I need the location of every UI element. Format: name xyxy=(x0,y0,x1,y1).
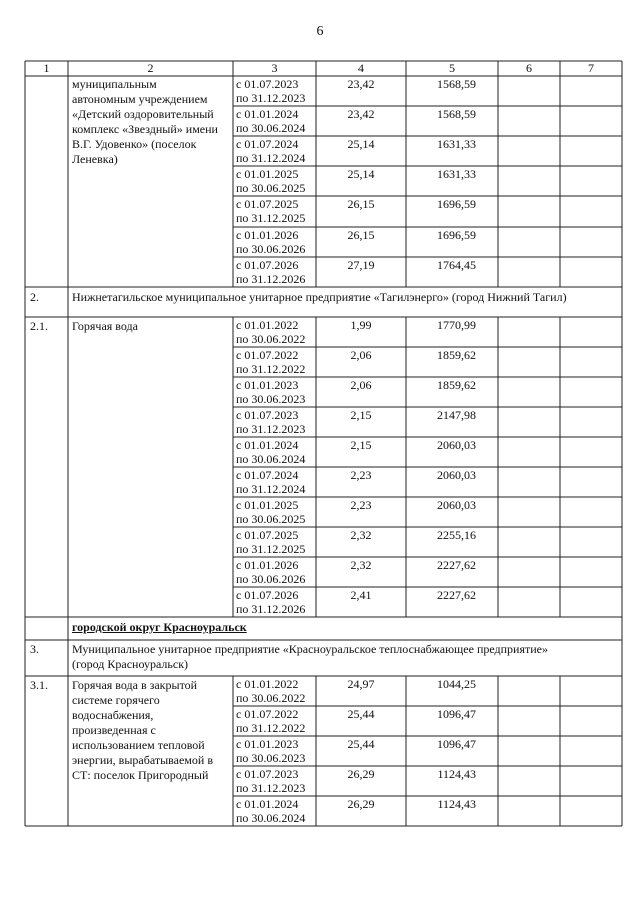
district-heading: городской округ Красноуральск xyxy=(72,620,247,634)
block1-name-line: комплекс «Звездный» имени xyxy=(72,122,218,136)
period-to: по 31.12.2024 xyxy=(236,482,306,496)
period-to: по 30.06.2026 xyxy=(236,572,306,586)
period-from: с 01.07.2023 xyxy=(236,767,299,781)
value-col5: 1696,59 xyxy=(437,197,476,211)
period-to: по 30.06.2023 xyxy=(236,751,306,765)
value-col5: 1568,59 xyxy=(437,107,476,121)
block2-number: 2.1. xyxy=(30,319,48,333)
period-from: с 01.01.2024 xyxy=(236,438,299,452)
period-to: по 31.12.2023 xyxy=(236,781,306,795)
value-col4: 2,23 xyxy=(350,498,372,512)
value-col4: 25,14 xyxy=(347,137,375,151)
period-to: по 30.06.2024 xyxy=(236,121,306,135)
value-col5: 2227,62 xyxy=(437,558,476,572)
period-from: с 01.07.2022 xyxy=(236,348,299,362)
period-from: с 01.07.2024 xyxy=(236,137,299,151)
value-col4: 2,32 xyxy=(350,558,372,572)
block3-name-line: водоснабжения, xyxy=(72,708,154,722)
period-to: по 30.06.2022 xyxy=(236,691,306,705)
period-from: с 01.01.2024 xyxy=(236,107,299,121)
org3-name-line: (город Красноуральск) xyxy=(72,657,189,671)
col-header-3: 3 xyxy=(271,61,278,75)
col-header-6: 6 xyxy=(526,61,532,75)
block3-name-line: СТ: поселок Пригородный xyxy=(72,768,209,782)
value-col5: 1096,47 xyxy=(437,707,476,721)
value-col4: 2,41 xyxy=(350,588,372,602)
period-from: с 01.01.2024 xyxy=(236,797,299,811)
value-col5: 1859,62 xyxy=(437,378,476,392)
period-from: с 01.01.2026 xyxy=(236,228,299,242)
period-from: с 01.07.2026 xyxy=(236,258,299,272)
period-to: по 31.12.2026 xyxy=(236,602,306,616)
period-from: с 01.07.2025 xyxy=(236,528,299,542)
value-col5: 1770,99 xyxy=(437,318,476,332)
value-col4: 1,99 xyxy=(350,318,372,332)
value-col5: 2060,03 xyxy=(437,438,476,452)
value-col4: 2,06 xyxy=(350,348,372,362)
col-header-1: 1 xyxy=(43,61,50,75)
period-to: по 31.12.2023 xyxy=(236,91,306,105)
value-col5: 1096,47 xyxy=(437,737,476,751)
value-col5: 1696,59 xyxy=(437,228,476,242)
block3-name-line: произведенная с xyxy=(72,723,156,737)
period-from: с 01.01.2022 xyxy=(236,318,299,332)
org3-name-line: Муниципальное унитарное предприятие «Красноуральское теплоснабжающее предприятие» xyxy=(72,642,548,656)
period-to: по 30.06.2025 xyxy=(236,181,306,195)
value-col4: 25,14 xyxy=(347,167,375,181)
block3-name-line: энергии, вырабатываемой в xyxy=(72,753,213,767)
period-to: по 31.12.2025 xyxy=(236,211,306,225)
value-col5: 1124,43 xyxy=(437,767,476,781)
value-col5: 1764,45 xyxy=(437,258,476,272)
period-to: по 30.06.2024 xyxy=(236,811,306,825)
value-col4: 27,19 xyxy=(347,258,375,272)
value-col5: 1568,59 xyxy=(437,77,476,91)
value-col4: 24,97 xyxy=(347,677,375,691)
block3-name-line: Горячая вода в закрытой xyxy=(72,678,198,692)
col-header-5: 5 xyxy=(449,61,455,75)
value-col4: 2,32 xyxy=(350,528,372,542)
period-to: по 31.12.2023 xyxy=(236,422,306,436)
period-from: с 01.01.2022 xyxy=(236,677,299,691)
value-col4: 23,42 xyxy=(347,77,375,91)
col-header-2: 2 xyxy=(147,61,154,75)
value-col4: 26,15 xyxy=(347,197,375,211)
period-from: с 01.07.2022 xyxy=(236,707,299,721)
period-to: по 31.12.2026 xyxy=(236,272,306,286)
period-from: с 01.07.2023 xyxy=(236,77,299,91)
value-col4: 2,15 xyxy=(350,438,372,452)
block1-name-line: Леневка) xyxy=(72,152,118,166)
period-to: по 31.12.2025 xyxy=(236,542,306,556)
period-from: с 01.01.2025 xyxy=(236,498,299,512)
value-col4: 26,29 xyxy=(347,767,375,781)
value-col5: 2060,03 xyxy=(437,498,476,512)
value-col4: 2,15 xyxy=(350,408,372,422)
value-col5: 2255,16 xyxy=(437,528,476,542)
col-header-7: 7 xyxy=(588,61,594,75)
block1-name-line: автономным учреждением xyxy=(72,92,208,106)
col-header-4: 4 xyxy=(358,61,364,75)
block1-name-line: муниципальным xyxy=(72,77,157,91)
period-from: с 01.01.2023 xyxy=(236,737,299,751)
period-from: с 01.01.2026 xyxy=(236,558,299,572)
period-to: по 30.06.2026 xyxy=(236,242,306,256)
page-number: 6 xyxy=(316,24,324,39)
period-to: по 31.12.2024 xyxy=(236,151,306,165)
period-from: с 01.07.2026 xyxy=(236,588,299,602)
value-col5: 1631,33 xyxy=(437,167,476,181)
block2-name: Горячая вода xyxy=(72,319,138,333)
period-to: по 31.12.2022 xyxy=(236,721,306,735)
period-to: по 31.12.2022 xyxy=(236,362,306,376)
value-col4: 26,15 xyxy=(347,228,375,242)
period-from: с 01.07.2023 xyxy=(236,408,299,422)
block1-name-line: В.Г. Удовенко» (поселок xyxy=(72,137,197,151)
period-to: по 30.06.2022 xyxy=(236,332,306,346)
value-col5: 2227,62 xyxy=(437,588,476,602)
period-to: по 30.06.2023 xyxy=(236,392,306,406)
value-col4: 26,29 xyxy=(347,797,375,811)
value-col5: 2060,03 xyxy=(437,468,476,482)
value-col5: 1044,25 xyxy=(437,677,476,691)
period-to: по 30.06.2025 xyxy=(236,512,306,526)
period-from: с 01.01.2025 xyxy=(236,167,299,181)
block3-number: 3.1. xyxy=(30,678,48,692)
period-from: с 01.01.2023 xyxy=(236,378,299,392)
value-col5: 2147,98 xyxy=(437,408,476,422)
value-col4: 25,44 xyxy=(347,737,375,751)
org3-number: 3. xyxy=(30,642,39,656)
value-col5: 1631,33 xyxy=(437,137,476,151)
block3-name-line: системе горячего xyxy=(72,693,160,707)
block1-name-line: «Детский оздоровительный xyxy=(72,107,214,121)
org2-number: 2. xyxy=(30,290,39,304)
org2-name: Нижнетагильское муниципальное унитарное предприятие «Тагилэнерго» (город Нижний Тагил) xyxy=(72,290,567,304)
period-from: с 01.07.2025 xyxy=(236,197,299,211)
value-col5: 1124,43 xyxy=(437,797,476,811)
period-to: по 30.06.2024 xyxy=(236,452,306,466)
value-col4: 2,06 xyxy=(350,378,372,392)
block3-name-line: использованием тепловой xyxy=(72,738,205,752)
value-col4: 23,42 xyxy=(347,107,375,121)
value-col4: 2,23 xyxy=(350,468,372,482)
value-col5: 1859,62 xyxy=(437,348,476,362)
value-col4: 25,44 xyxy=(347,707,375,721)
period-from: с 01.07.2024 xyxy=(236,468,299,482)
